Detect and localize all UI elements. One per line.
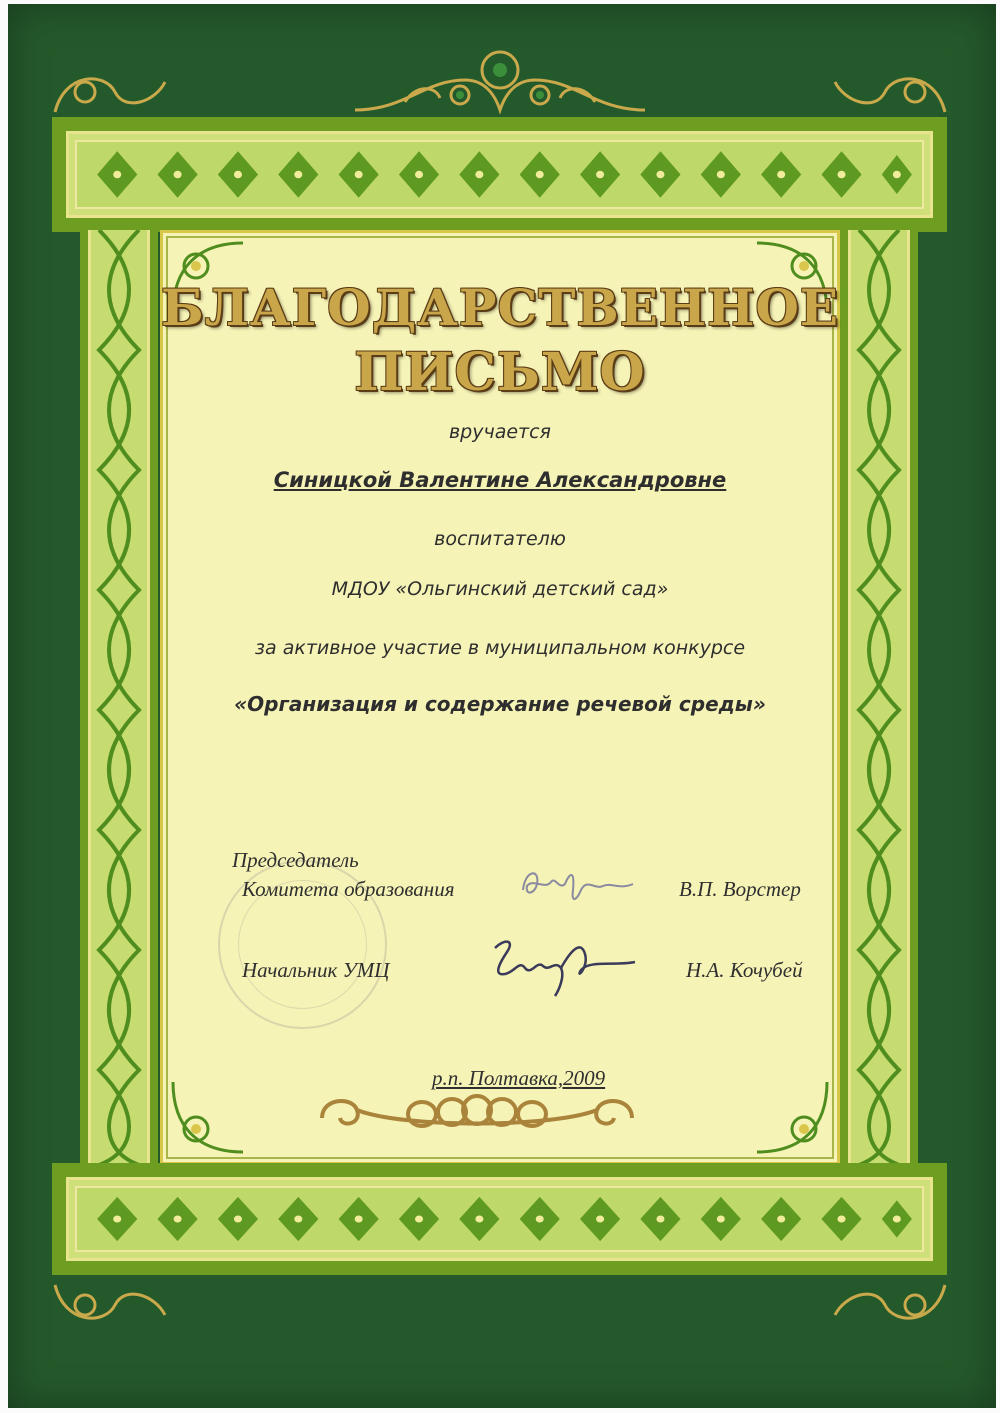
panel-corner-ornament-bottom-right [752, 1077, 832, 1157]
top-left-corner-ornament [45, 62, 175, 117]
signer2-position: Начальник УМЦ [242, 958, 390, 982]
certificate-title-line2: ПИСЬМО [354, 342, 646, 403]
certificate-title-line1: БЛАГОДАРСТВЕННОЕ [160, 278, 840, 337]
panel-corner-ornament-bottom-left [168, 1077, 248, 1157]
reason-text: за активное участие в муниципальном конкурсе [254, 637, 746, 659]
signer1-name: В.П. Ворстер [679, 877, 801, 901]
organization-name: МДОУ «Ольгинский детский сад» [331, 578, 669, 600]
signature1-handwritten [515, 860, 645, 910]
recipient-role: воспитателю [434, 528, 566, 550]
recipient-name: Синицкой Валентине Александровне [273, 468, 727, 492]
bottom-flourish-ornament [312, 1078, 642, 1138]
bottom-ornamental-band [52, 1163, 947, 1275]
top-ornamental-band [52, 117, 947, 232]
bottom-left-corner-ornament [45, 1280, 175, 1335]
contest-title: «Организация и содержание речевой среды» [234, 692, 766, 716]
signature2-handwritten [485, 930, 645, 1000]
place-date: р.п. Полтавка,2009 [432, 1066, 606, 1090]
signer1-position-line2: Комитета образования [242, 877, 455, 901]
bottom-right-corner-ornament [825, 1280, 955, 1335]
signer1-position-line1: Председатель [232, 848, 359, 872]
handed-text: вручается [448, 421, 551, 443]
top-right-corner-ornament [825, 62, 955, 117]
top-ornament-crest [345, 40, 655, 125]
signer2-name: Н.А. Кочубей [686, 958, 803, 982]
